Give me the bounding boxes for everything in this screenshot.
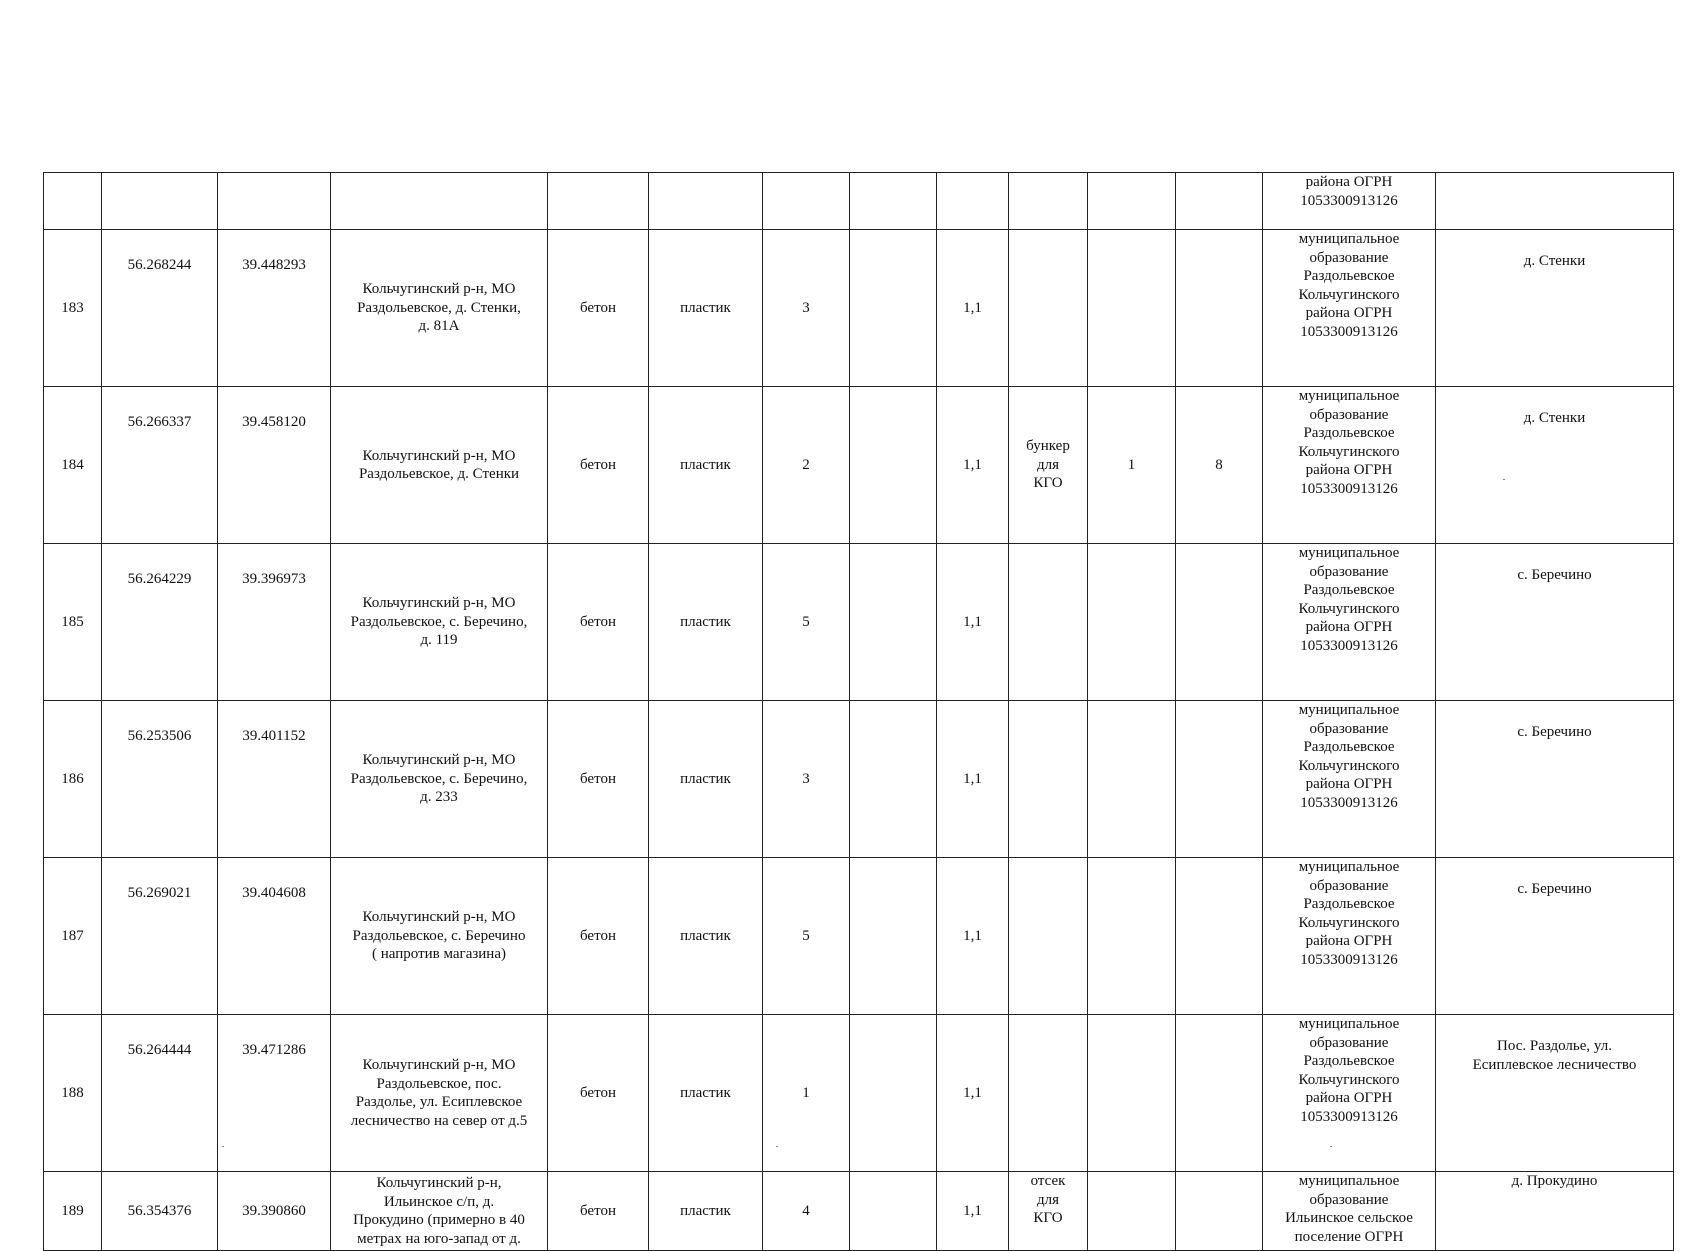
longitude-cell: 39.396973: [218, 544, 331, 701]
bunker-type-cell: [1009, 387, 1088, 544]
address-line: д. 233: [420, 789, 458, 806]
base-material-cell: бетон: [548, 387, 649, 544]
bunker-volume-cell: 8: [1176, 387, 1263, 544]
owner-line: муниципальное: [1298, 231, 1400, 247]
address-line: ( напротив магазина): [372, 946, 506, 963]
owner-cell: [1263, 858, 1436, 1015]
source-line: Пос. Раздолье, ул.: [1496, 1038, 1612, 1054]
container-count-cell: 4: [763, 1172, 850, 1251]
continuation-row: [44, 173, 1674, 230]
container-count-cell: 5: [763, 858, 850, 1015]
owner-line: Кольчугинского: [1298, 600, 1400, 617]
table-row: [44, 544, 1674, 701]
owner-line: образование: [1309, 1191, 1389, 1208]
container-volume-cell: 1,1: [937, 701, 1009, 858]
table-row: [44, 1172, 1674, 1251]
owner-line: образование: [1309, 720, 1389, 737]
container-volume-cell: 1,1: [937, 387, 1009, 544]
bunker-type-cell: [1009, 230, 1088, 387]
owner-line: образование: [1309, 563, 1389, 580]
owner-line: Раздольевское: [1303, 896, 1395, 912]
scan-speck: [776, 1146, 778, 1147]
address-line: лесничество на север от д.5: [350, 1112, 528, 1129]
bunker-type-cell: [1009, 1172, 1088, 1251]
row-number-cell: 186: [44, 701, 102, 858]
owner-line: Раздольевское: [1303, 582, 1395, 598]
empty-cell: [850, 858, 937, 1015]
table-row: [44, 1015, 1674, 1172]
bunker-line: для: [1036, 456, 1060, 473]
fence-material-cell: пластик: [649, 1015, 763, 1172]
row-number-cell: 183: [44, 230, 102, 387]
row-number-cell: 188: [44, 1015, 102, 1172]
base-material-cell: бетон: [548, 701, 649, 858]
source-line: д. Стенки: [1523, 410, 1586, 426]
owner-line: 1053300913126: [1300, 1108, 1398, 1125]
registry-table-page: [43, 172, 1673, 1251]
owner-line: Кольчугинского: [1298, 443, 1400, 460]
latitude-cell: 56.354376: [102, 1172, 218, 1251]
fence-material-cell: пластик: [649, 387, 763, 544]
address-cell: [331, 858, 548, 1015]
bunker-type-cell: [1009, 858, 1088, 1015]
fence-material-cell: пластик: [649, 544, 763, 701]
owner-line: Кольчугинского: [1298, 757, 1400, 774]
address-cell: [331, 1015, 548, 1172]
base-material-cell: бетон: [548, 1172, 649, 1251]
owner-line: 1053300913126: [1300, 480, 1398, 497]
owner-line: муниципальное: [1298, 702, 1400, 718]
waste-source-cell: [1436, 387, 1674, 544]
owner-line: муниципальное: [1298, 1173, 1400, 1189]
owner-line: муниципальное: [1298, 1016, 1400, 1032]
bunker-volume-cell: [1176, 1172, 1263, 1251]
owner-line: Кольчугинского: [1298, 286, 1400, 303]
longitude-cell: 39.458120: [218, 387, 331, 544]
owner-line: 1053300913126: [1300, 637, 1398, 654]
waste-sites-table: [43, 172, 1674, 1251]
address-line: Кольчугинский р-н, МО: [362, 909, 516, 926]
address-line: Кольчугинский р-н, МО: [362, 752, 516, 769]
address-cell: [331, 701, 548, 858]
bunker-line: для: [1036, 1191, 1060, 1208]
longitude-cell: 39.390860: [218, 1172, 331, 1251]
bunker-volume-cell: [1176, 1015, 1263, 1172]
empty-cell: [850, 1172, 937, 1251]
owner-line: 1053300913126: [1300, 794, 1398, 811]
row-number-cell: 187: [44, 858, 102, 1015]
latitude-cell: 56.264444: [102, 1015, 218, 1172]
bunker-line: КГО: [1033, 475, 1063, 492]
owner-line: района ОГРН: [1305, 776, 1393, 792]
bunker-count-cell: [1088, 230, 1176, 387]
bunker-count-cell: [1088, 1172, 1176, 1251]
base-material-cell: бетон: [548, 1015, 649, 1172]
address-cell: [331, 1172, 548, 1251]
address-line: Кольчугинский р-н, МО: [362, 595, 516, 612]
source-line: д. Прокудино: [1511, 1173, 1598, 1189]
address-line: метрах на юго-запад от д.: [357, 1230, 521, 1247]
address-line: Кольчугинский р-н, МО: [362, 447, 516, 464]
bunker-volume-cell: [1176, 230, 1263, 387]
container-volume-cell: 1,1: [937, 230, 1009, 387]
empty-cell: [850, 544, 937, 701]
fence-material-cell: пластик: [649, 1172, 763, 1251]
owner-line: Раздольевское: [1303, 268, 1395, 284]
owner-line: 1053300913126: [1300, 192, 1398, 209]
container-volume-cell: 1,1: [937, 1015, 1009, 1172]
owner-cell: [1263, 387, 1436, 544]
owner-line: муниципальное: [1298, 545, 1400, 561]
empty-cell: [850, 1015, 937, 1172]
owner-line: Кольчугинского: [1298, 1071, 1400, 1088]
owner-line: 1053300913126: [1300, 951, 1398, 968]
owner-line: поселение ОГРН: [1294, 1228, 1404, 1245]
address-line: Раздольевское, пос.: [376, 1075, 502, 1092]
address-line: Ильинское с/п, д.: [383, 1193, 495, 1210]
address-cell: [331, 544, 548, 701]
address-line: д. 119: [420, 632, 458, 649]
container-count-cell: 1: [763, 1015, 850, 1172]
owner-cell: [1263, 544, 1436, 701]
bunker-count-cell: [1088, 858, 1176, 1015]
owner-line: района ОГРН: [1305, 305, 1393, 321]
row-number-cell: 185: [44, 544, 102, 701]
table-row: [44, 858, 1674, 1015]
owner-line: района ОГРН: [1305, 619, 1393, 635]
owner-cell: [1263, 230, 1436, 387]
latitude-cell: 56.268244: [102, 230, 218, 387]
latitude-cell: 56.253506: [102, 701, 218, 858]
table-row: [44, 230, 1674, 387]
source-line: с. Беречино: [1517, 724, 1592, 740]
container-count-cell: 3: [763, 701, 850, 858]
longitude-cell: 39.471286: [218, 1015, 331, 1172]
owner-line: Раздольевское: [1303, 425, 1395, 441]
owner-line: 1053300913126: [1300, 323, 1398, 340]
latitude-cell: 56.264229: [102, 544, 218, 701]
row-number-cell: 189: [44, 1172, 102, 1251]
waste-source-cell: [1436, 858, 1674, 1015]
address-line: д. 81А: [418, 318, 460, 335]
owner-line: района ОГРН: [1305, 933, 1393, 949]
waste-source-cell: [1436, 544, 1674, 701]
bunker-count-cell: [1088, 701, 1176, 858]
bunker-volume-cell: [1176, 544, 1263, 701]
owner-line: образование: [1309, 1034, 1389, 1051]
owner-line: Раздольевское: [1303, 1053, 1395, 1069]
latitude-cell: 56.266337: [102, 387, 218, 544]
empty-cell: [850, 230, 937, 387]
owner-line: муниципальное: [1298, 859, 1400, 875]
bunker-type-cell: [1009, 701, 1088, 858]
waste-source-cell: [1436, 1172, 1674, 1251]
bunker-count-cell: [1088, 544, 1176, 701]
source-line: д. Стенки: [1523, 253, 1586, 269]
empty-cell: [850, 387, 937, 544]
row-number-cell: 184: [44, 387, 102, 544]
bunker-line: отсек: [1030, 1173, 1066, 1189]
longitude-cell: 39.448293: [218, 230, 331, 387]
owner-line: района ОГРН: [1305, 1090, 1393, 1106]
bunker-line: КГО: [1033, 1210, 1063, 1226]
address-line: Раздольевское, с. Беречино,: [350, 770, 528, 787]
fence-material-cell: пластик: [649, 230, 763, 387]
address-line: Прокудино (примерно в 40: [353, 1212, 525, 1228]
address-line: Кольчугинский р-н, МО: [362, 1057, 516, 1073]
bunker-count-cell: [1088, 1015, 1176, 1172]
scan-speck: [222, 1146, 224, 1147]
bunker-type-cell: [1009, 544, 1088, 701]
bunker-volume-cell: [1176, 858, 1263, 1015]
owner-line: Раздольевское: [1303, 739, 1395, 755]
address-line: Раздолье, ул. Есиплевское: [355, 1094, 523, 1110]
bunker-count-cell: 1: [1088, 387, 1176, 544]
container-count-cell: 2: [763, 387, 850, 544]
owner-line: Ильинское сельское: [1285, 1210, 1413, 1226]
address-line: Раздольевское, д. Стенки,: [357, 299, 521, 316]
owner-cell: [1263, 1015, 1436, 1172]
address-line: Раздольевское, с. Беречино: [352, 927, 526, 944]
address-line: Кольчугинский р-н,: [376, 1175, 502, 1191]
container-volume-cell: 1,1: [937, 544, 1009, 701]
longitude-cell: 39.404608: [218, 858, 331, 1015]
container-count-cell: 5: [763, 544, 850, 701]
fence-material-cell: пластик: [649, 701, 763, 858]
container-volume-cell: 1,1: [937, 1172, 1009, 1251]
owner-line: образование: [1309, 249, 1389, 266]
scan-speck: [1330, 1146, 1332, 1147]
scan-speck: [1503, 479, 1505, 480]
source-line: Есиплевское лесничество: [1472, 1056, 1637, 1073]
longitude-cell: 39.401152: [218, 701, 331, 858]
owner-line: образование: [1309, 877, 1389, 894]
address-line: Раздольевское, с. Беречино,: [350, 613, 528, 630]
address-cell: [331, 387, 548, 544]
table-row: [44, 701, 1674, 858]
empty-cell: [850, 701, 937, 858]
owner-line: образование: [1309, 406, 1389, 423]
address-cell: [331, 230, 548, 387]
waste-source-cell: [1436, 1015, 1674, 1172]
source-line: с. Беречино: [1517, 881, 1592, 897]
bunker-volume-cell: [1176, 701, 1263, 858]
base-material-cell: бетон: [548, 544, 649, 701]
bunker-type-cell: [1009, 1015, 1088, 1172]
continuation-owner-cell: [1263, 173, 1436, 230]
table-row: [44, 387, 1674, 544]
fence-material-cell: пластик: [649, 858, 763, 1015]
owner-line: муниципальное: [1298, 388, 1400, 404]
address-line: Кольчугинский р-н, МО: [362, 281, 516, 298]
owner-line: района ОГРН: [1305, 174, 1393, 190]
bunker-line: бункер: [1026, 438, 1070, 455]
base-material-cell: бетон: [548, 858, 649, 1015]
source-line: с. Беречино: [1517, 567, 1592, 583]
container-count-cell: 3: [763, 230, 850, 387]
owner-line: района ОГРН: [1305, 462, 1393, 478]
base-material-cell: бетон: [548, 230, 649, 387]
owner-line: Кольчугинского: [1298, 914, 1400, 931]
container-volume-cell: 1,1: [937, 858, 1009, 1015]
latitude-cell: 56.269021: [102, 858, 218, 1015]
owner-cell: [1263, 701, 1436, 858]
table-body: [44, 173, 1674, 1251]
waste-source-cell: [1436, 230, 1674, 387]
owner-cell: [1263, 1172, 1436, 1251]
waste-source-cell: [1436, 701, 1674, 858]
address-line: Раздольевское, д. Стенки: [358, 466, 520, 482]
